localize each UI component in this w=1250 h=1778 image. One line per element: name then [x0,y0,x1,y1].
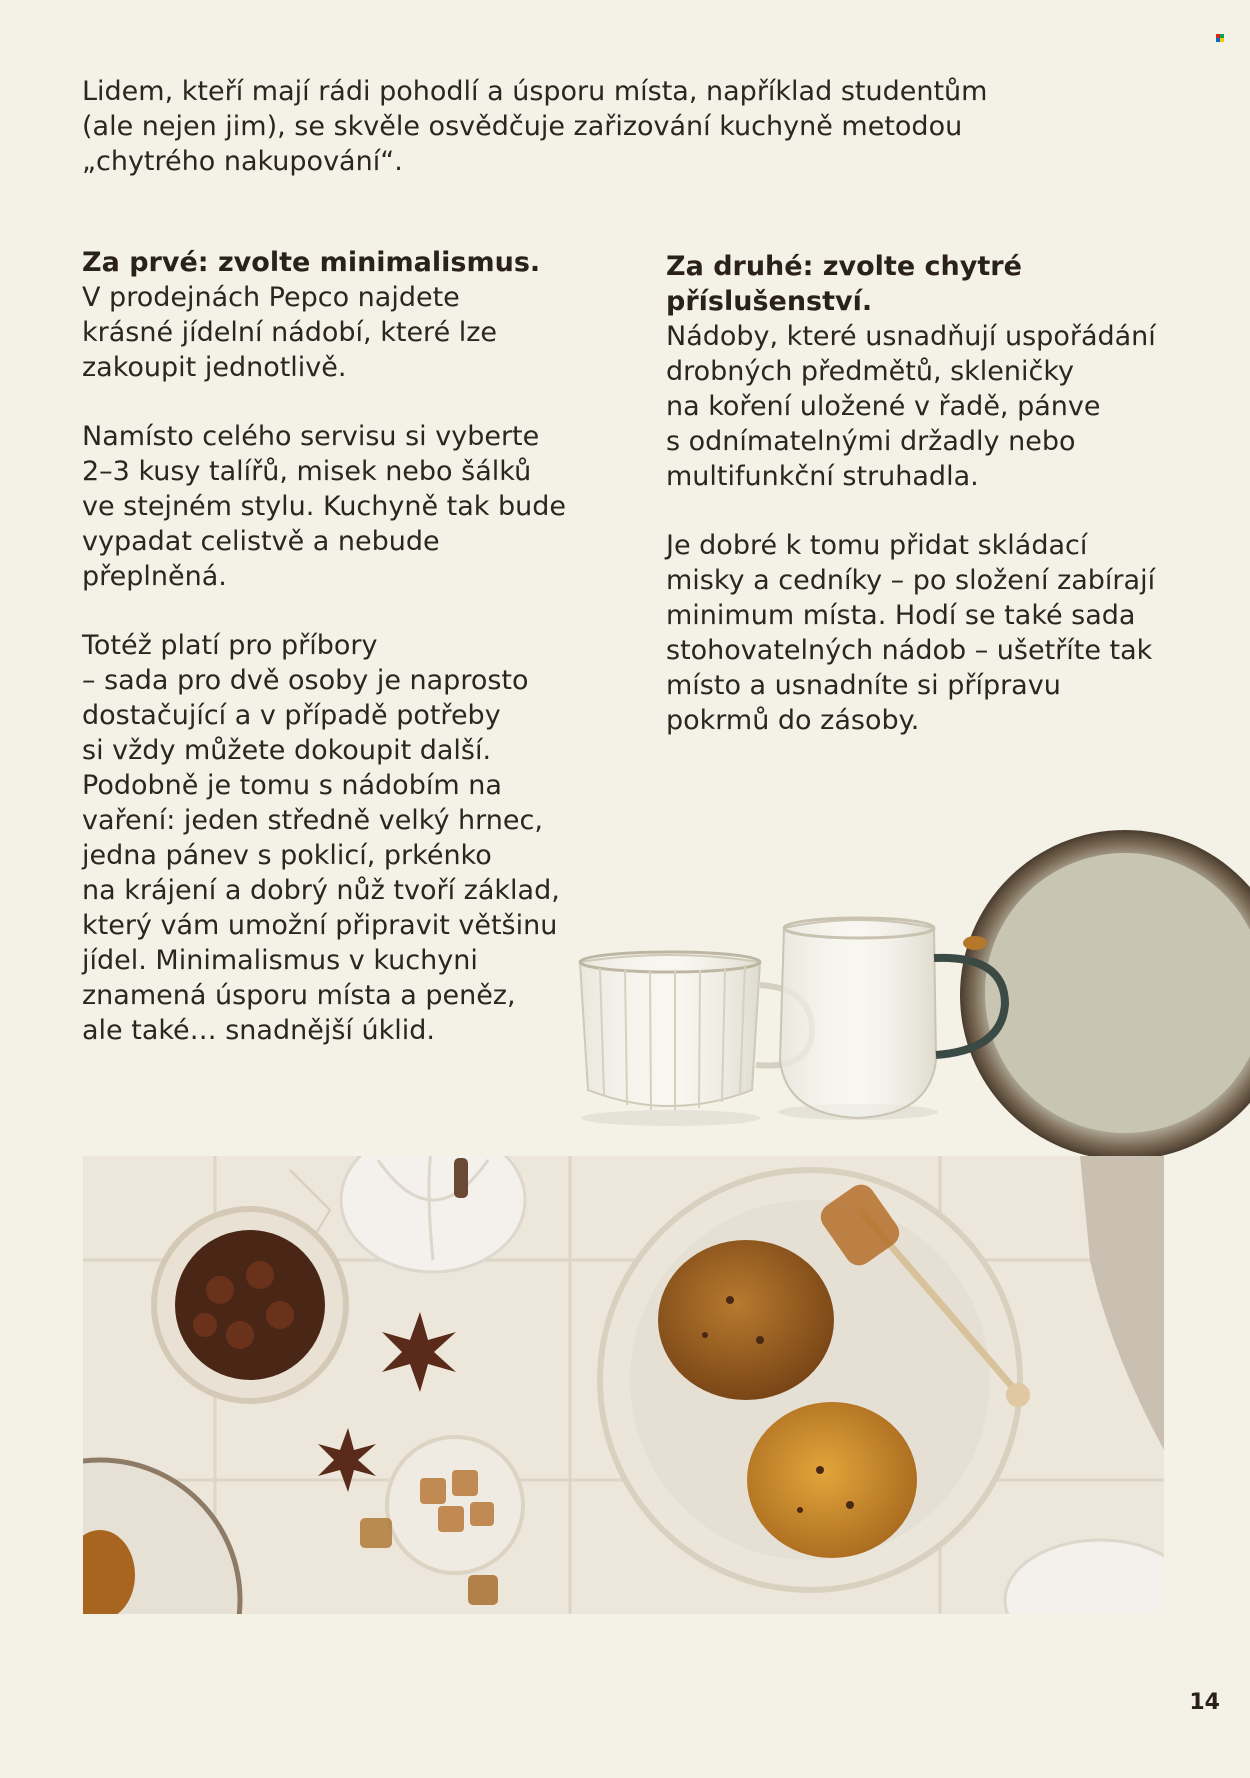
double-wall-glass-cup [580,952,812,1126]
left-column [82,245,602,1082]
ceramic-plate [960,830,1250,1160]
left-paragraph-1: V prodejnách Pepco najdete krásné jídelní nádobí, které lze zakoupit jednotlivě. [82,282,498,383]
right-heading: Za druhé: zvolte chytré příslušenství. [666,251,1022,317]
page-number: 14 [1189,1690,1220,1715]
intro-text: Lidem, kteří mají rádi pohodlí a úsporu místa, například studentům (ale nejen jim), se skvěle osvědčuje zařizování kuchyně metodou „chytrého nakupování“. [82,76,988,177]
right-paragraph-2: Je dobré k tomu přidat skládací misky a cedníky – po složení zabírají minimum místa. Hodí se také sada stohovatelných nádob – ušetříte tak místo a usnadníte si přípravu pokrmů do zásoby. [666,530,1156,736]
star-anise-icon [318,1295,931,1492]
left-paragraph-2: Namísto celého servisu si vyberte 2–3 kusy talířů, misek nebo šálků ve stejném stylu. Kuchyně tak bude vypadat celistvě a nebude přeplněná. [82,421,567,592]
food-photo [0,1128,1195,1740]
brand-logo-icon [1216,34,1224,42]
left-heading: Za prvé: zvolte minimalismus. [82,247,541,278]
right-paragraph-1: Nádoby, které usnadňují uspořádání drobných předmětů, skleničky na koření uložené v řadě, pánve s odnímatelnými držadly nebo multifunkční struhadla. [666,321,1156,492]
glass-mug [778,918,1005,1120]
left-paragraph-3: Totéž platí pro příbory – sada pro dvě osoby je naprosto dostačující a v případě potřeby si vždy můžete dokoupit další. Podobně je tomu s nádobím na vaření: jeden středně velký hrnec, jedna pánev s poklicí, prkénko na krájení a dobrý nůž tvoří základ, který vám umožní připravit většinu jídel. Minimalismus v kuchyni znamená úsporu místa a peněz, ale také… snadnější úklid. [82,630,560,1046]
right-column [666,249,1186,772]
